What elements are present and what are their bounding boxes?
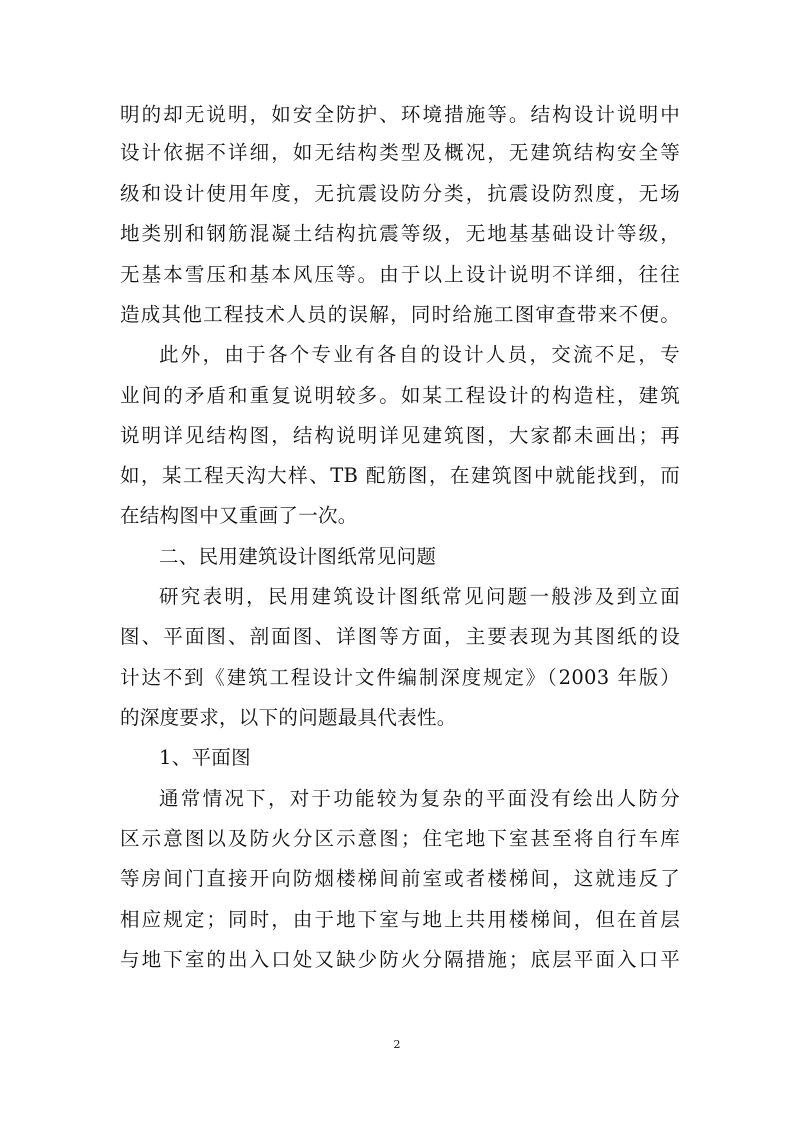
text-line-13: 研究表明，民用建筑设计图纸常见问题一般涉及到立面 xyxy=(159,585,680,608)
text-line-11: 在结构图中又重画了一次。 xyxy=(120,504,358,527)
subsection-heading: 1、平面图 xyxy=(159,746,251,769)
text-line-1: 明的却无说明，如安全防护、环境措施等。结构设计说明中 xyxy=(120,103,680,126)
text-line-20: 等房间门直接开向防烟楼梯间前室或者楼梯间，这就违反了 xyxy=(120,867,680,890)
text-line-6: 造成其他工程技术人员的误解，同时给施工图审查带来不便。 xyxy=(120,303,680,326)
text-line-5: 无基本雪压和基本风压等。由于以上设计说明不详细，往往 xyxy=(120,263,680,286)
text-line-21: 相应规定；同时，由于地下室与地上共用楼梯间，但在首层 xyxy=(120,908,680,931)
section-heading: 二、民用建筑设计图纸常见问题 xyxy=(159,545,437,568)
text-line-3: 级和设计使用年度，无抗震设防分类，抗震设防烈度，无场 xyxy=(120,182,680,205)
text-line-22: 与地下室的出入口处又缺少防火分隔措施；底层平面入口平 xyxy=(120,948,680,971)
text-line-8: 业间的矛盾和重复说明较多。如某工程设计的构造柱，建筑 xyxy=(120,384,680,407)
text-line-7: 此外，由于各个专业有各自的设计人员，交流不足，专 xyxy=(159,343,680,366)
text-line-19: 区示意图以及防火分区示意图；住宅地下室甚至将自行车库 xyxy=(120,827,680,850)
text-line-14: 图、平面图、剖面图、详图等方面，主要表现为其图纸的设 xyxy=(120,625,680,648)
text-line-18: 通常情况下，对于功能较为复杂的平面没有绘出人防分 xyxy=(159,787,680,810)
page-number: 2 xyxy=(393,1038,401,1051)
text-line-15: 计达不到《建筑工程设计文件编制深度规定》（2003 年版） xyxy=(120,666,680,689)
text-line-10: 如，某工程天沟大样、TB 配筋图，在建筑图中就能找到，而 xyxy=(120,464,680,487)
text-line-9: 说明详见结构图，结构说明详见建筑图，大家都未画出；再 xyxy=(120,424,680,447)
text-line-16: 的深度要求，以下的问题最具代表性。 xyxy=(120,706,457,729)
text-line-2: 设计依据不详细，如无结构类型及概况，无建筑结构安全等 xyxy=(120,141,680,164)
text-line-4: 地类别和钢筋混凝土结构抗震等级，无地基基础设计等级， xyxy=(120,222,680,245)
